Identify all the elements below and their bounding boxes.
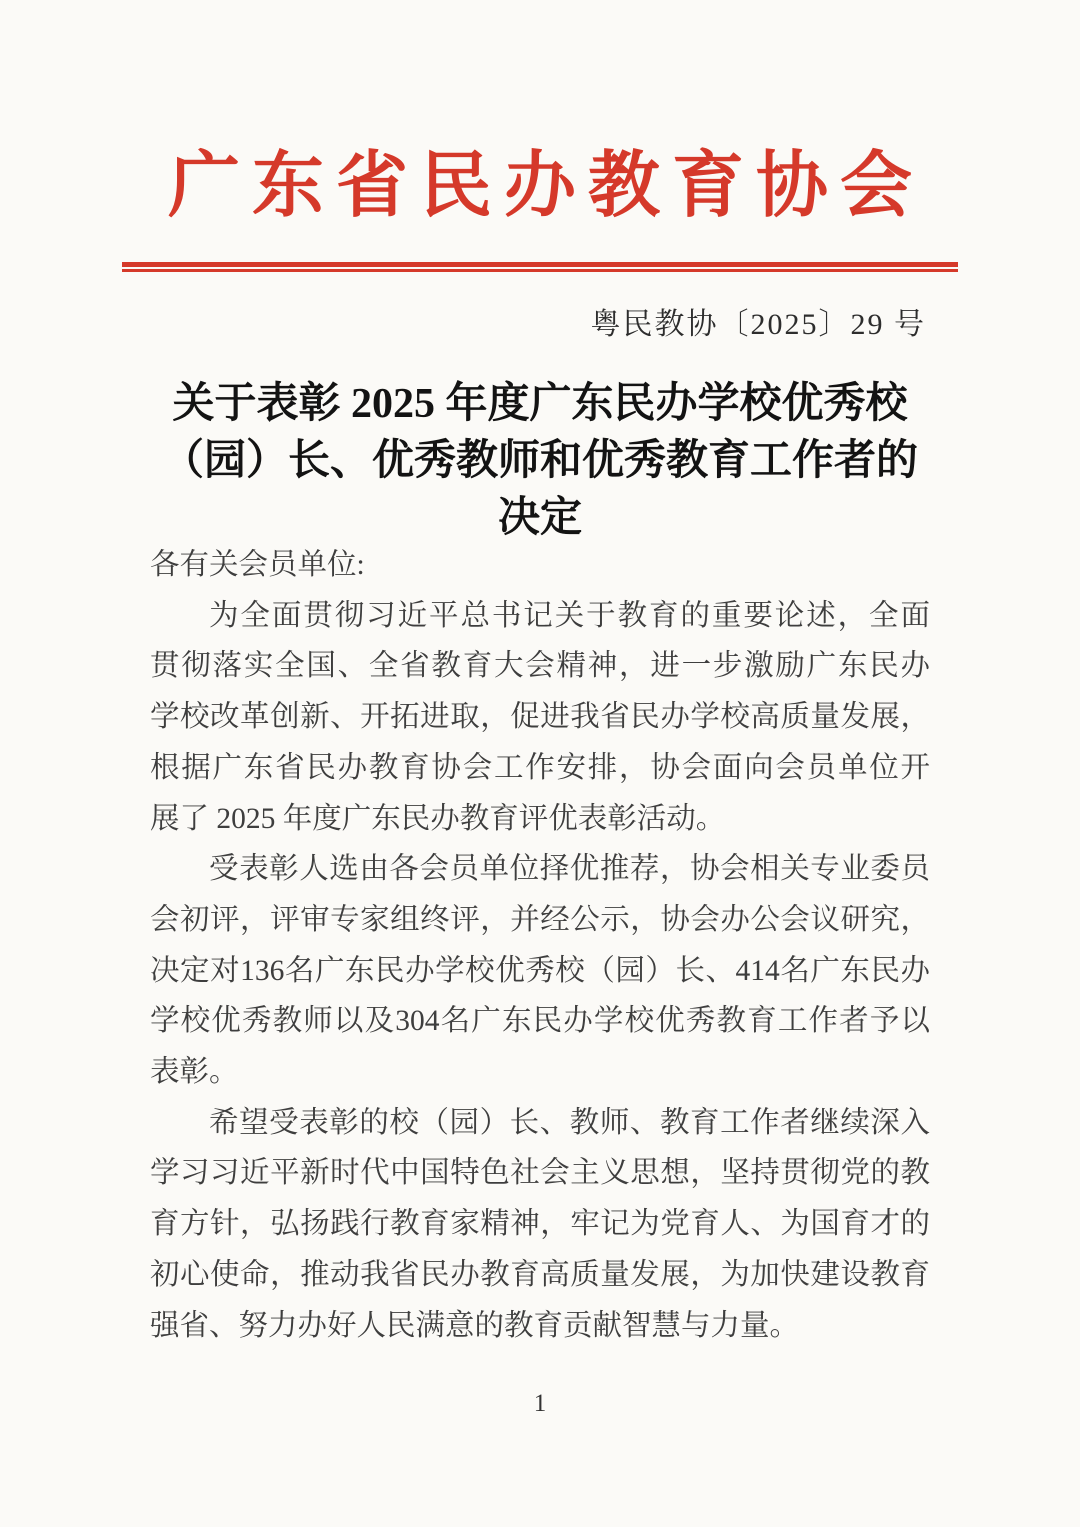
body-line: 会初评，评审专家组终评，并经公示，协会办公会议研究， — [150, 903, 930, 936]
body-line: 决定对136名广东民办学校优秀校（园）长、414名广东民办 — [150, 954, 930, 987]
document-title-line-1: 关于表彰 2025 年度广东民办学校优秀校 — [172, 381, 908, 427]
letterhead-org-name: 广东省民办教育协会 — [167, 146, 924, 226]
body-line: 学校优秀教师以及304名广东民办学校优秀教育工作者予以 — [150, 1005, 930, 1038]
body-line: 贯彻落实全国、全省教育大会精神，进一步激励广东民办 — [150, 650, 930, 683]
document-body — [150, 540, 930, 1351]
document-reference-number: 粤民教协〔2025〕29 号 — [590, 308, 926, 341]
body-line: 育方针，弘扬践行教育家精神，牢记为党育人、为国育才的 — [150, 1208, 930, 1241]
body-line: 初心使命，推动我省民办教育高质量发展，为加快建设教育 — [150, 1258, 930, 1291]
page-number: 1 — [533, 1390, 547, 1417]
body-line: 希望受表彰的校（园）长、教师、教育工作者继续深入 — [209, 1106, 930, 1139]
document-title-line-3: 决定 — [497, 495, 582, 541]
body-line: 为全面贯彻习近平总书记关于教育的重要论述，全面 — [209, 599, 930, 632]
document-title-line-2: （园）长、优秀教师和优秀教育工作者的 — [161, 438, 918, 484]
body-line: 学校改革创新、开拓进取，促进我省民办学校高质量发展， — [150, 701, 930, 734]
document-title — [0, 376, 1080, 547]
body-line: 展了 2025 年度广东民办教育评优表彰活动。 — [150, 802, 726, 835]
salutation-line: 各有关会员单位: — [150, 549, 365, 581]
body-line: 根据广东省民办教育协会工作安排，协会面向会员单位开 — [150, 751, 930, 784]
body-line: 学习习近平新时代中国特色社会主义思想，坚持贯彻党的教 — [150, 1157, 930, 1190]
body-line: 强省、努力办好人民满意的教育贡献智慧与力量。 — [150, 1309, 800, 1342]
body-line: 表彰。 — [150, 1056, 239, 1089]
letterhead-divider-line — [122, 262, 958, 272]
body-line: 受表彰人选由各会员单位择优推荐，协会相关专业委员 — [209, 853, 930, 886]
